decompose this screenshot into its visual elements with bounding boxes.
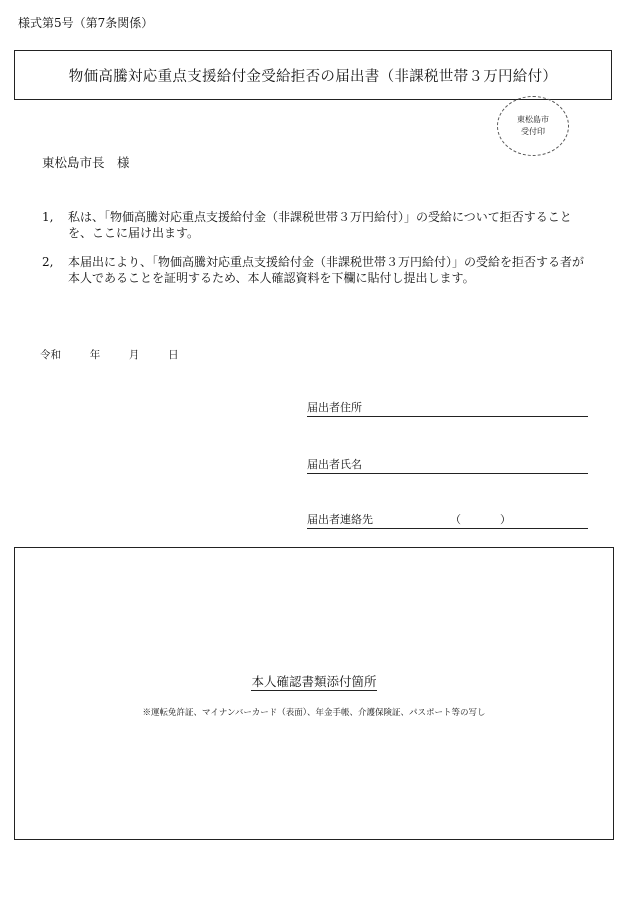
document-title: 物価高騰対応重点支援給付金受給拒否の届出書（非課税世帯３万円給付）: [68, 68, 558, 85]
reception-stamp: [497, 96, 569, 156]
paragraph-number: 1,: [42, 210, 54, 224]
date-era: 令和: [40, 349, 61, 361]
contact-field[interactable]: [307, 513, 588, 529]
stamp-line-city: 東松島市: [517, 115, 549, 124]
date-month: 月: [128, 349, 140, 361]
area-code-paren-close: ）: [500, 513, 511, 526]
stamp-line-label: 受付印: [521, 127, 545, 136]
address-label: 届出者住所: [307, 401, 362, 414]
addressee: 東松島市長 様: [42, 155, 130, 170]
attachment-title-wrap: [15, 672, 613, 690]
date-line: [40, 347, 179, 362]
name-field[interactable]: [307, 458, 588, 474]
paragraph-text: 本届出により、「物価高騰対応重点支援給付金（非課税世帯３万円給付）」の受給を拒否する者が本人であることを証明するため、本人確認資料を下欄に貼付し提出します。: [68, 255, 585, 285]
contact-label: 届出者連絡先: [307, 513, 373, 526]
paragraph-2: [42, 254, 590, 286]
address-field[interactable]: [307, 401, 588, 417]
name-label: 届出者氏名: [307, 458, 362, 471]
area-code-paren-open: （: [450, 513, 461, 526]
attachment-note: ※運転免許証、マイナンバーカード（表面）、年金手帳、介護保険証、パスポート等の写し: [142, 708, 486, 718]
attachment-title: 本人確認書類添付箇所: [251, 674, 377, 689]
date-day: 日: [168, 349, 179, 361]
document-title-box: [14, 50, 612, 100]
paragraph-1: [42, 209, 590, 241]
paragraph-text: 私は、「物価高騰対応重点支援給付金（非課税世帯３万円給付）」の受給について拒否することを、ここに届け出ます。: [68, 210, 572, 240]
form-number: 様式第5号（第7条関係）: [18, 16, 154, 30]
paragraph-number: 2,: [42, 255, 54, 269]
id-attachment-area: [14, 547, 614, 840]
date-year: 年: [89, 349, 101, 361]
